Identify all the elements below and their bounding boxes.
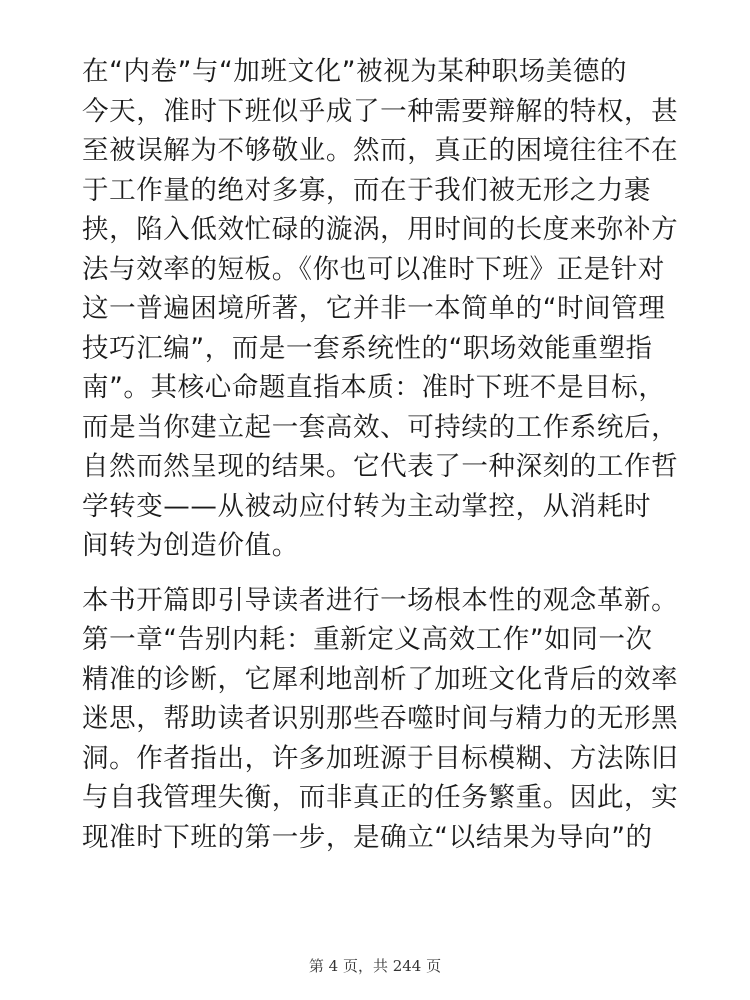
text-line: 至被误解为不够敬业。然而，真正的困境往往不在 (82, 135, 679, 166)
text-line: 现准时下班的第一步，是确立“以结果为导向”的 (82, 821, 653, 853)
text-line: 本书开篇即引导读者进行一场根本性的观念革新。 (82, 584, 679, 616)
text-line: 第一章“告别内耗：重新定义高效工作”如同一次 (82, 624, 653, 655)
text-line: 洞。作者指出，许多加班源于目标模糊、方法陈旧 (82, 742, 679, 774)
text-line: 南”。其核心命题直指本质：准时下班不是目标， (82, 372, 666, 403)
text-line: 自然而然呈现的结果。它代表了一种深刻的工作哲 (82, 451, 679, 482)
text-line: 精准的诊断，它犀利地剖析了加班文化背后的效率 (82, 663, 679, 695)
paragraph-2 (82, 581, 682, 858)
text-line: 法与效率的短板。《你也可以准时下班》正是针对 (82, 253, 665, 285)
paragraph-1 (82, 52, 682, 566)
text-line: 技巧汇编”，而是一套系统性的“职场效能重塑指 (82, 332, 653, 364)
text-line: 在“内卷”与“加班文化”被视为某种职场美德的 (82, 56, 628, 87)
text-line: 迷思，帮助读者识别那些吞噬时间与精力的无形黑 (82, 703, 679, 734)
text-line: 今天，准时下班似乎成了一种需要辩解的特权，甚 (82, 95, 679, 127)
text-line: 学转变——从被动应付转为主动掌控，从消耗时 (82, 490, 652, 522)
text-line: 而是当你建立起一套高效、可持续的工作系统后， (82, 411, 679, 443)
text-line: 与自我管理失衡，而非真正的任务繁重。因此，实 (82, 782, 679, 813)
body-text (82, 52, 682, 857)
page-number-footer: 第 4 页，共 244 页 (308, 957, 442, 975)
text-line: 这一普遍困境所著，它并非一本简单的“时间管理 (82, 293, 666, 324)
text-line: 于工作量的绝对多寡，而在于我们被无形之力裹 (82, 174, 652, 206)
text-line: 挟，陷入低效忙碌的漩涡，用时间的长度来弥补方 (82, 214, 679, 245)
text-line: 间转为创造价值。 (82, 530, 299, 561)
